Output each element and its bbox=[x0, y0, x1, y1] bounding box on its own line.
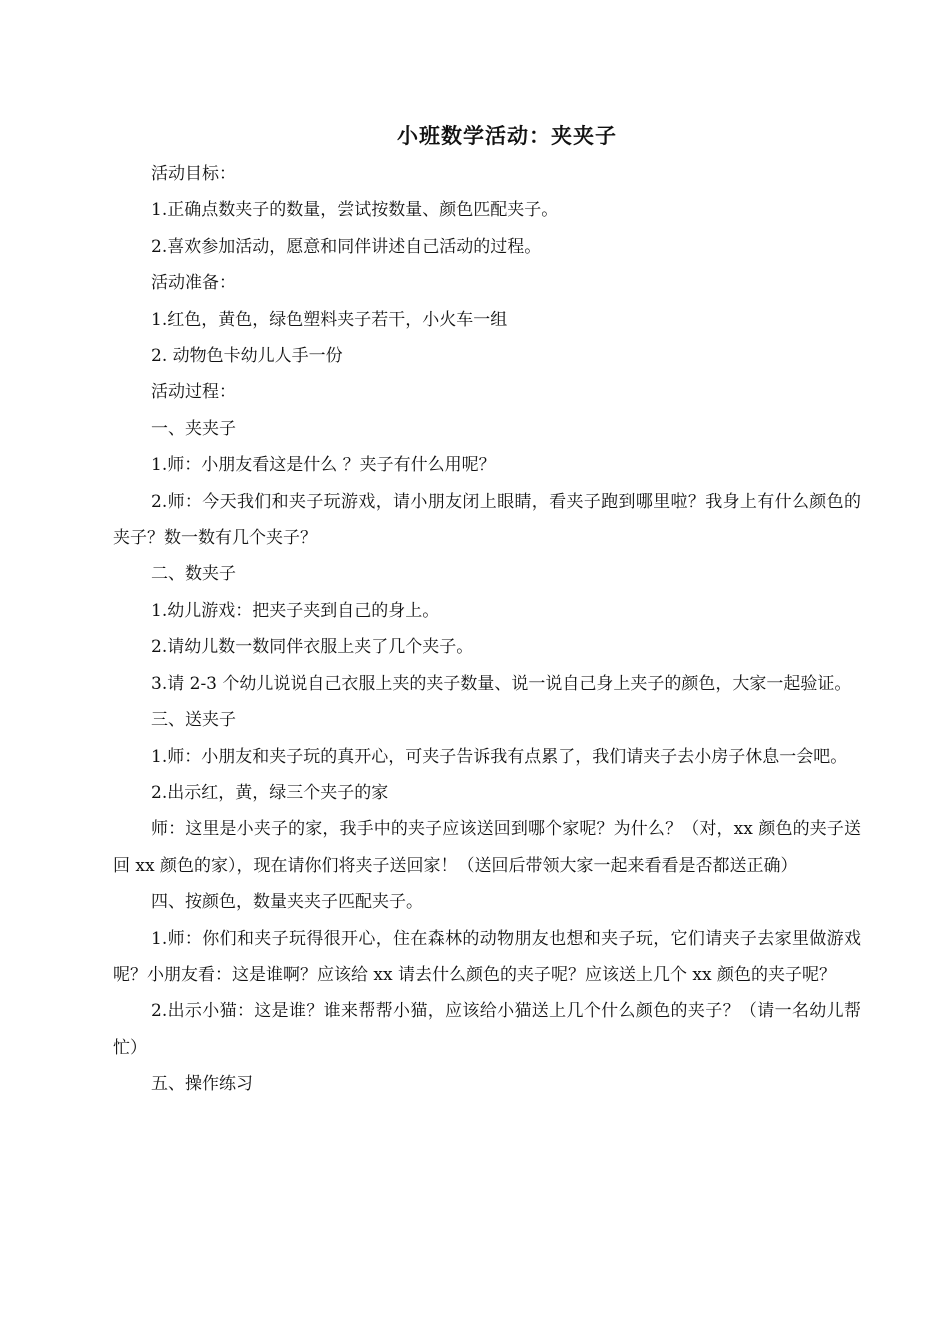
section-2-item-3: 3.请 2-3 个幼儿说说自己衣服上夹的夹子数量、说一说自己身上夹子的颜色，大家一起验证。 bbox=[151, 673, 852, 694]
section-2-item-2: 2.请幼儿数一数同伴衣服上夹了几个夹子。 bbox=[151, 637, 474, 658]
section-heading-5: 五、操作练习 bbox=[151, 1074, 253, 1095]
preparation-item-2: 2. 动物色卡幼儿人手一份 bbox=[151, 346, 343, 367]
heading-process: 活动过程： bbox=[151, 382, 236, 403]
section-1-item-2: 2.师：今天我们和夹子玩游戏，请小朋友闭上眼睛，看夹子跑到哪里啦？我身上有什么颜色的夹子？数一数有几个夹子？ bbox=[113, 491, 861, 549]
section-1-item-1: 1.师：小朋友看这是什么 ？夹子有什么用呢？ bbox=[151, 455, 496, 476]
goal-item-1: 1.正确点数夹子的数量，尝试按数量、颜色匹配夹子。 bbox=[151, 200, 559, 221]
heading-goals: 活动目标： bbox=[151, 164, 236, 184]
section-heading-1: 一、夹夹子 bbox=[151, 418, 236, 439]
preparation-item-1: 1.红色，黄色，绿色塑料夹子若干，小火车一组 bbox=[151, 309, 508, 330]
document-title: 小班数学活动：夹夹子 bbox=[397, 124, 617, 148]
section-2-item-1: 1.幼儿游戏：把夹子夹到自己的身上。 bbox=[151, 600, 440, 621]
section-3-dialogue: 师：这里是小夹子的家，我手中的夹子应该送回到哪个家呢？为什么？（对，xx 颜色的夹子送回 xx 颜色的家），现在请你们将夹子送回家！（送回后带领大家一起来看看是否都送正确） bbox=[113, 819, 861, 876]
document-page bbox=[113, 118, 861, 1103]
section-4-item-1: 1.师：你们和夹子玩得很开心，住在森林的动物朋友也想和夹子玩，它们请夹子去家里做游戏呢？小朋友看：这是谁啊？应该给 xx 请去什么颜色的夹子呢？应该送上几个 xx 颜色的夹子呢？ bbox=[113, 928, 861, 985]
section-4-item-2: 2.出示小猫：这是谁？谁来帮帮小猫，应该给小猫送上几个什么颜色的夹子？（请一名幼儿帮忙） bbox=[113, 1001, 861, 1058]
goal-item-2: 2.喜欢参加活动，愿意和同伴讲述自己活动的过程。 bbox=[151, 236, 542, 257]
section-3-item-2: 2.出示红，黄，绿三个夹子的家 bbox=[151, 782, 389, 803]
section-heading-3: 三、送夹子 bbox=[151, 710, 236, 731]
section-heading-2: 二、数夹子 bbox=[151, 564, 236, 585]
heading-preparation: 活动准备： bbox=[151, 273, 236, 294]
section-heading-4: 四、按颜色，数量夹夹子匹配夹子。 bbox=[151, 892, 423, 913]
section-3-item-1: 1.师：小朋友和夹子玩的真开心，可夹子告诉我有点累了，我们请夹子去小房子休息一会吧。 bbox=[151, 746, 848, 767]
